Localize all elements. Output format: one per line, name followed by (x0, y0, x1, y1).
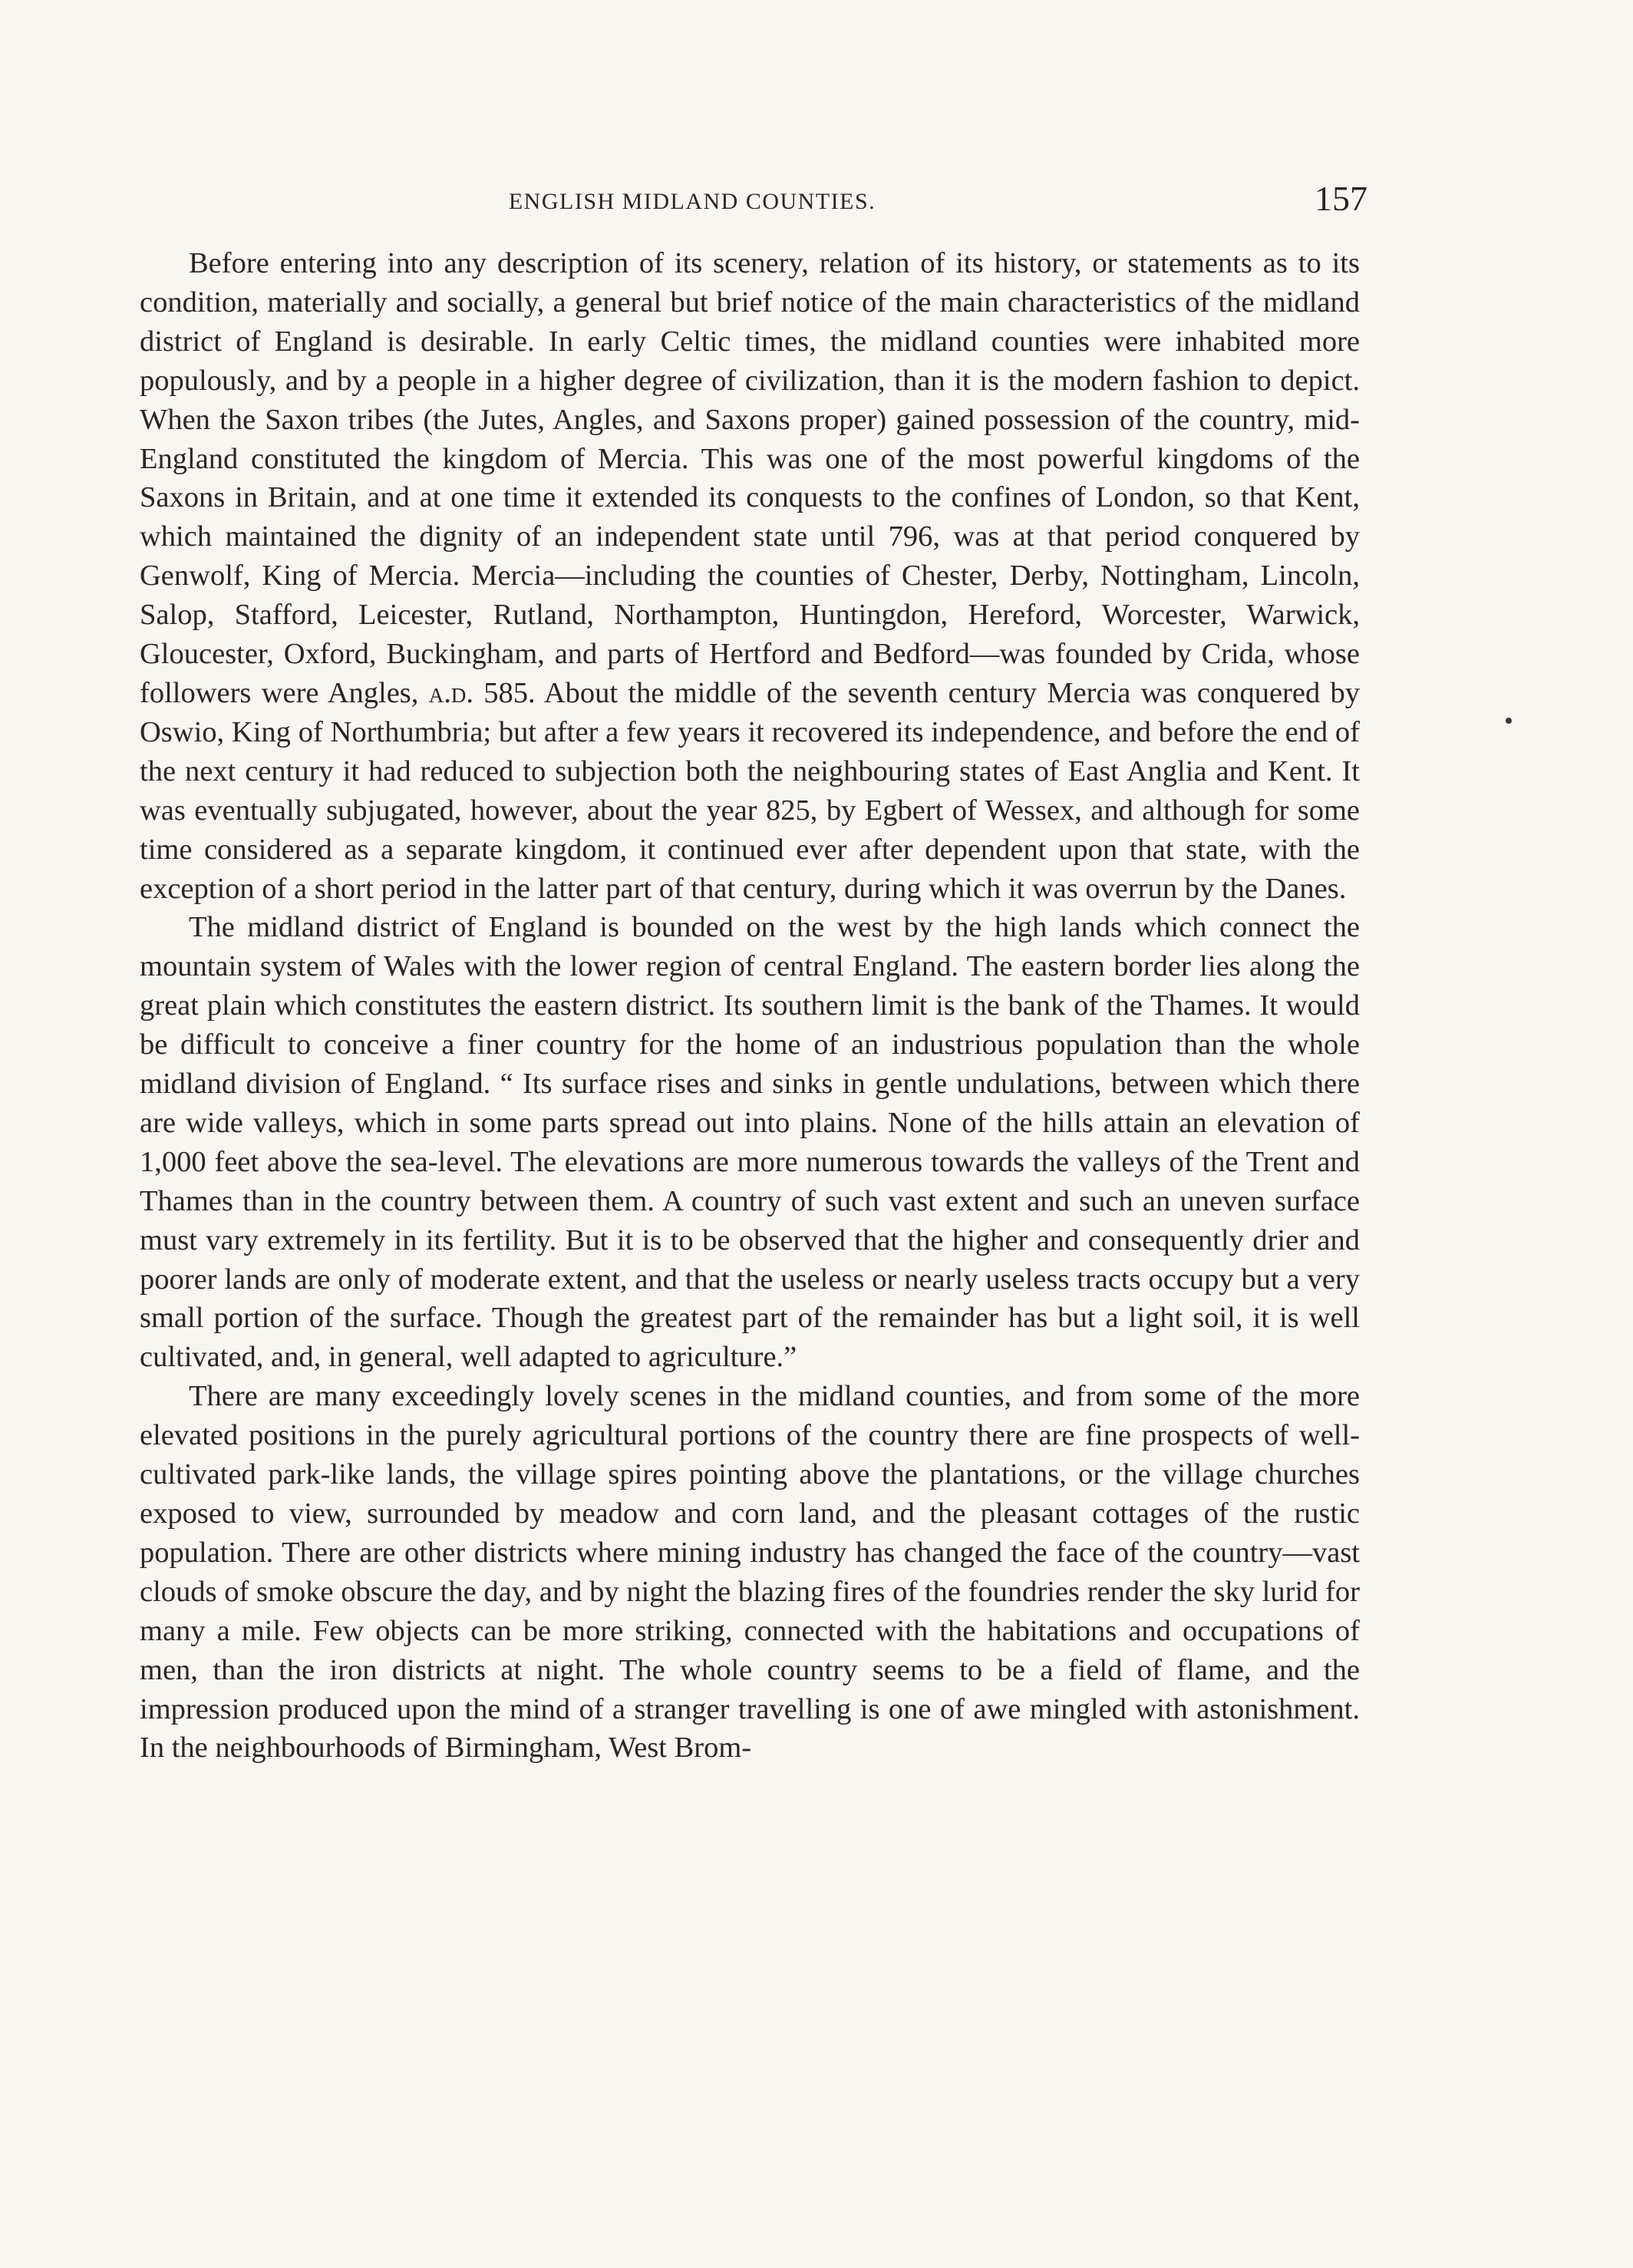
paragraph-mercia-history (140, 244, 1360, 908)
running-head (140, 178, 1367, 224)
paragraph-text-continued: 585. About the middle of the seventh century Mercia was conquered by Oswio, King of Northumbria; but after a few years it recovered its independence, and before the end of the next century it had reduced to subjection both the neighbouring states of East Anglia and Kent. It was eventually subjugated, however, about the year 825, by Egbert of Wessex, and although for some time considered as a separate kingdom, it continued ever after dependent upon that state, with the exception of a short period in the latter part of that century, during which it was overrun by the Danes. (140, 676, 1361, 905)
body-text (140, 244, 1360, 1768)
paragraph-text: The midland district of England is bounded on the west by the high lands which connect the mountain system of Wales with the lower region of central England. The eastern border lies along the great plain which constitutes the eastern district. Its southern limit is the bank of the Thames. It would be difficult to conceive a finer country for the home of an industrious population than the whole midland division of England. “ Its surface rises and sinks in gentle undulations, between which there are wide valleys, which in some parts spread out into plains. None of the hills attain an elevation of 1,000 feet above the sea-level. The elevations are more numerous towards the valleys of the Trent and Thames than in the country between them. A country of such vast extent and such an uneven surface must vary extremely in its fertility. But it is to be observed that the higher and consequently drier and poorer lands are only of moderate extent, and that the useless or nearly useless tracts occupy but a very small portion of the surface. Though the greatest part of the remainder has but a light soil, it is well cultivated, and, in general, well adapted to agriculture.” (140, 911, 1360, 1374)
paragraph-midland-scenery (140, 1377, 1360, 1768)
running-title: ENGLISH MIDLAND COUNTIES. (508, 189, 876, 214)
era-abbreviation: a.d. (428, 676, 473, 709)
paragraph-midland-boundaries (140, 908, 1360, 1377)
page-number: 157 (1315, 179, 1367, 218)
ink-speck (1506, 718, 1512, 724)
paragraph-text: There are many exceedingly lovely scenes in the midland counties, and from some of the more elevated positions in the purely agricultural portions of the country there are fine prospects of well-cultivated park-like lands, the village spires pointing above the plantations, or the village churches exposed to view, surrounded by meadow and corn land, and the pleasant cottages of the rustic population. There are other districts where mining industry has changed the face of the country—vast clouds of smoke obscure the day, and by night the blazing fires of the foundries render the sky lurid for many a mile. Few objects can be more striking, connected with the habitations and occupations of men, than the iron districts at night. The whole country seems to be a field of flame, and the impression produced upon the mind of a stranger travelling is one of awe mingled with astonishment. In the neighbourhoods of Birmingham, West Brom- (140, 1380, 1360, 1765)
paragraph-text: Before entering into any description of its scenery, relation of its history, or statements as to its condition, materially and socially, a general but brief notice of the main characteristics of the midland district of England is desirable. In early Celtic times, the midland counties were inhabited more populously, and by a people in a higher degree of civilization, than it is the modern fashion to depict. When the Saxon tribes (the Jutes, Angles, and Saxons proper) gained possession of the country, mid-England constituted the kingdom of Mercia. This was one of the most powerful kingdoms of the Saxons in Britain, and at one time it extended its conquests to the confines of London, so that Kent, which maintained the dignity of an independent state until 796, was at that period conquered by Genwolf, King of Mercia. Mercia—including the counties of Chester, Derby, Nottingham, Lincoln, Salop, Stafford, Leicester, Rutland, Northampton, Huntingdon, Hereford, Worcester, Warwick, Gloucester, Oxford, Buckingham, and parts of Hertford and Bedford—was founded by Crida, whose followers were Angles, (140, 247, 1360, 709)
